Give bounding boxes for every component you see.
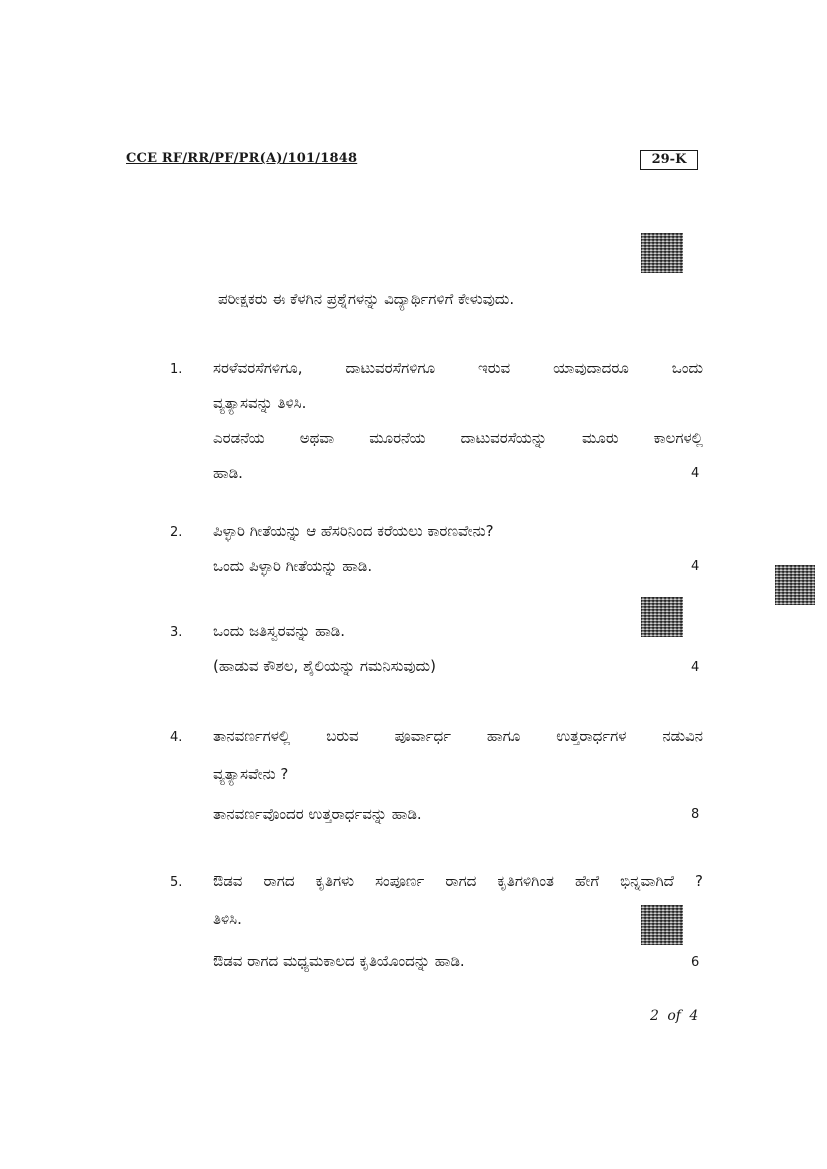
question-number: 4. — [170, 730, 183, 745]
question-number: 3. — [170, 625, 183, 640]
question-text: ಒಂದು ಪಿಳ್ಳಾರಿ ಗೀತೆಯನ್ನು ಹಾಡಿ. — [213, 557, 373, 575]
question-marks: 6 — [691, 955, 700, 970]
question-text: ಎರಡನೆಯ ಅಥವಾ ಮೂರನೆಯ ದಾಟುವರಸೆಯನ್ನು ಮೂರು ಕಾಲಗಳಲ್ಲಿ — [213, 429, 703, 447]
paper-code-box: 29-K — [640, 150, 698, 170]
question-number: 1. — [170, 362, 183, 377]
question-text: ಹಾಡಿ. — [213, 464, 243, 482]
security-pattern-image — [641, 905, 683, 945]
security-pattern-image — [641, 597, 683, 637]
question-text: ವ್ಯತ್ಯಾಸವೇನು ? — [213, 765, 289, 783]
security-pattern-image — [641, 233, 683, 273]
question-marks: 8 — [691, 807, 700, 822]
question-text: ತಿಳಿಸಿ. — [213, 910, 242, 928]
question-text: ವ್ಯತ್ಯಾಸವನ್ನು ತಿಳಿಸಿ. — [213, 394, 307, 412]
question-text: (ಹಾಡುವ ಕೌಶಲ, ಶೈಲಿಯನ್ನು ಗಮನಿಸುವುದು) — [213, 657, 436, 675]
qr-code-image — [775, 565, 815, 605]
question-marks: 4 — [691, 559, 700, 574]
question-text: ಪಿಳ್ಳಾರಿ ಗೀತೆಯನ್ನು ಆ ಹೆಸರಿನಿಂದ ಕರೆಯಲು ಕಾರಣವೇನು? — [213, 522, 494, 540]
question-text: ತಾನವರ್ಣವೊಂದರ ಉತ್ತರಾರ್ಧವನ್ನು ಹಾಡಿ. — [213, 805, 422, 823]
question-text: ಔಡವ ರಾಗದ ಮಧ್ಯಮಕಾಲದ ಕೃತಿಯೊಂದನ್ನು ಹಾಡಿ. — [213, 952, 465, 970]
question-text: ಒಂದು ಜತಿಸ್ವರವನ್ನು ಹಾಡಿ. — [213, 622, 346, 640]
question-paper-code: CCE RF/RR/PF/PR(A)/101/1848 — [126, 151, 358, 166]
page-number: 2 of 4 — [650, 1008, 699, 1024]
question-marks: 4 — [691, 466, 700, 481]
question-text: ಸರಳೆವರಸೆಗಳಿಗೂ, ದಾಟುವರಸೆಗಳಿಗೂ ಇರುವ ಯಾವುದಾದರೂ ಒಂದು — [213, 359, 703, 377]
examiner-instruction: ಪರೀಕ್ಷಕರು ಈ ಕೆಳಗಿನ ಪ್ರಶ್ನೆಗಳನ್ನು ವಿದ್ಯಾರ್ಥಿಗಳಿಗೆ ಕೇಳುವುದು. — [218, 290, 515, 308]
question-number: 2. — [170, 525, 183, 540]
question-text: ತಾನವರ್ಣಗಳಲ್ಲಿ ಬರುವ ಪೂರ್ವಾರ್ಧ ಹಾಗೂ ಉತ್ತರಾರ್ಧಗಳ ನಡುವಿನ — [213, 727, 703, 745]
question-number: 5. — [170, 875, 183, 890]
question-marks: 4 — [691, 660, 700, 675]
question-text: ಔಡವ ರಾಗದ ಕೃತಿಗಳು ಸಂಪೂರ್ಣ ರಾಗದ ಕೃತಿಗಳಿಗಿಂತ ಹೇಗೆ ಭಿನ್ನವಾಗಿದೆ ? — [213, 872, 703, 890]
